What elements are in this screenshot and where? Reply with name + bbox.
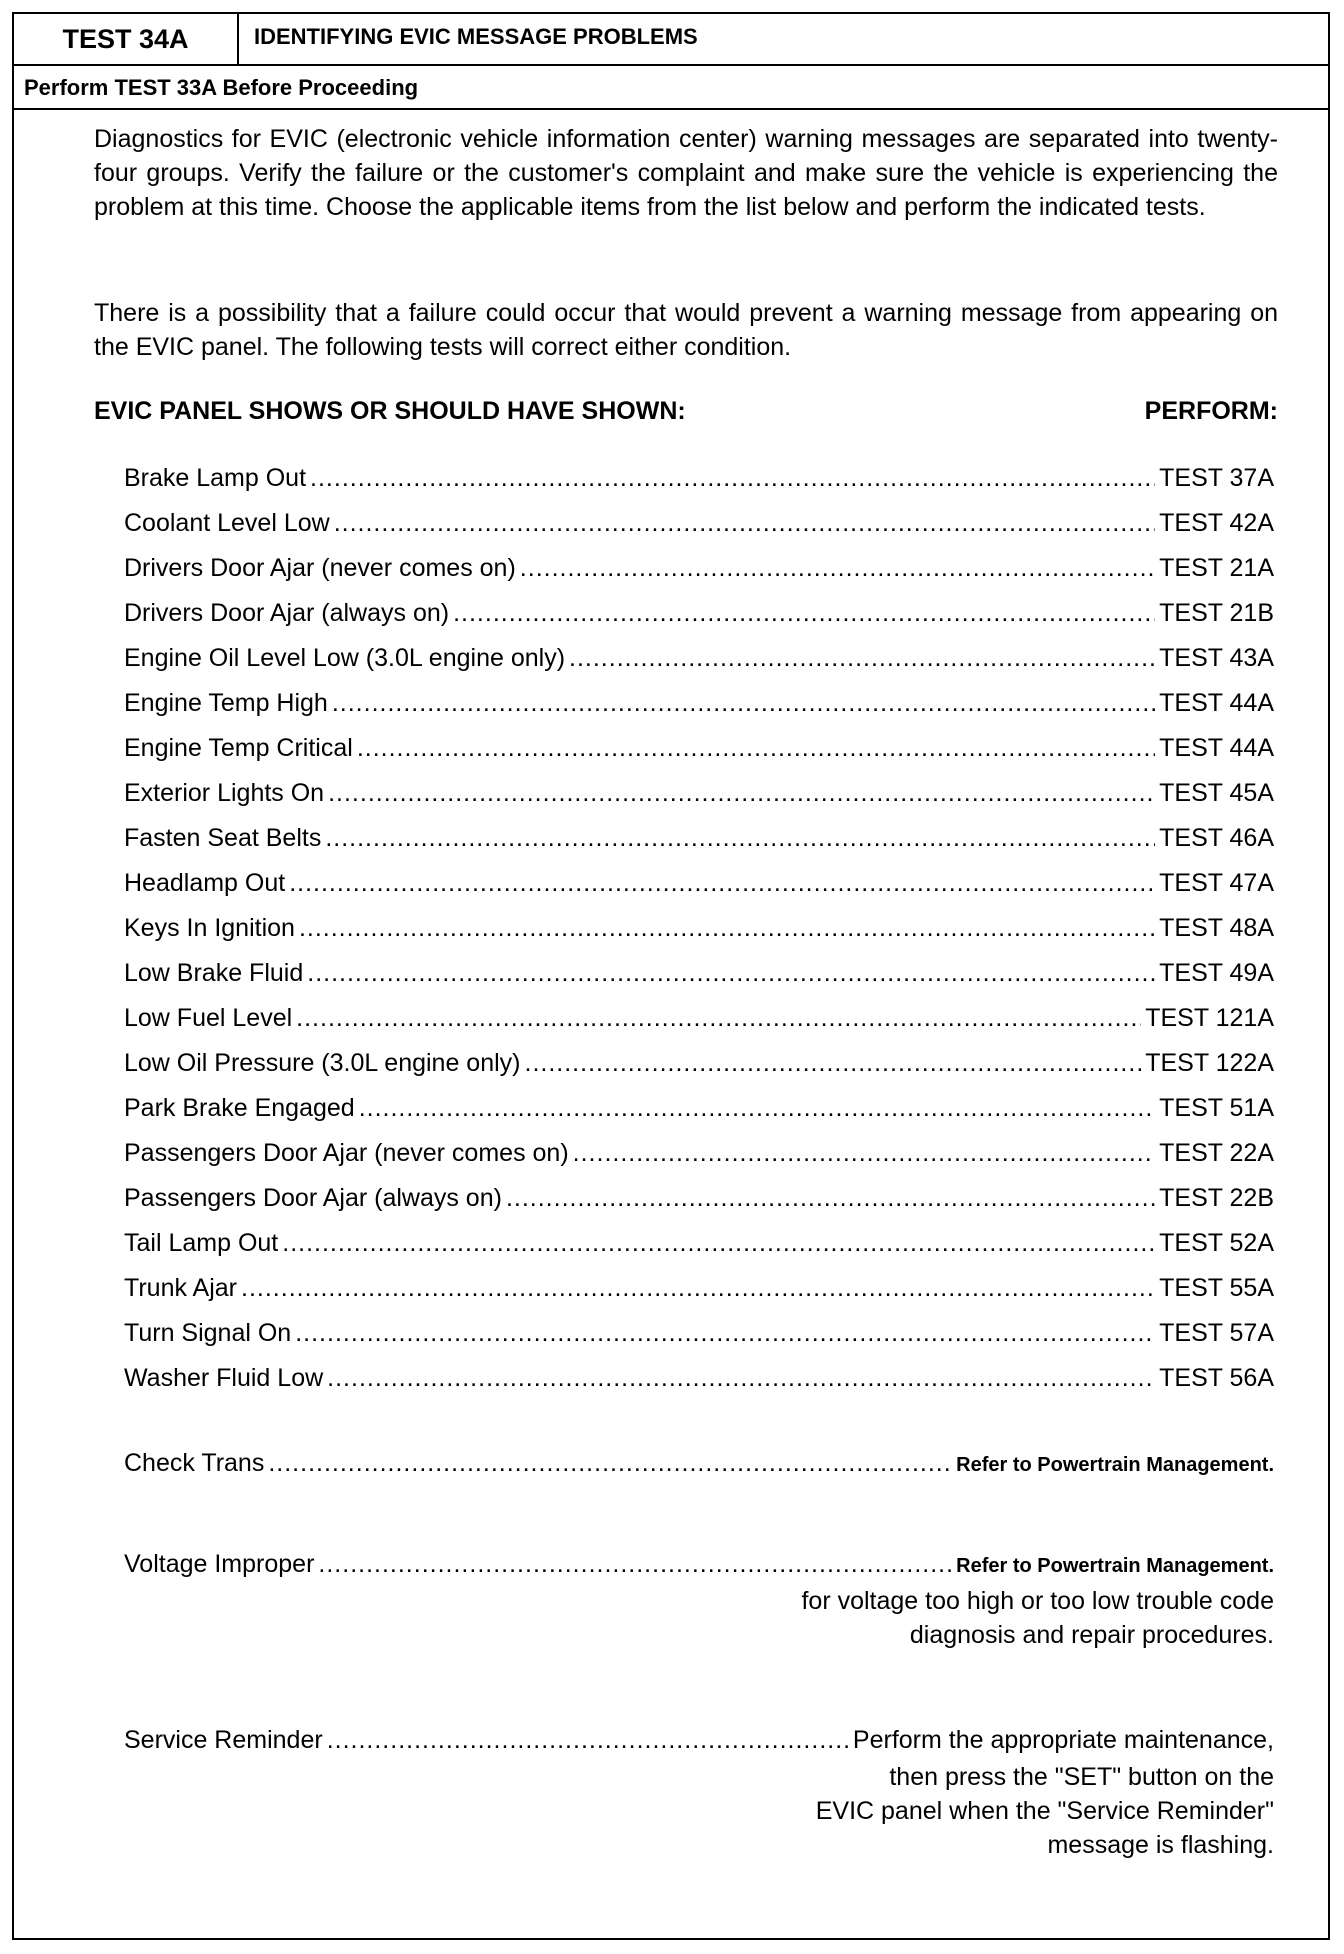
item-test: TEST 122A [1145,1049,1274,1077]
symptom-list [124,464,1274,1409]
service-label: Service Reminder [124,1726,323,1754]
item-label: Coolant Level Low [124,509,330,537]
list-item [124,1229,1274,1274]
item-label: Engine Temp Critical [124,734,353,762]
list-item [124,1319,1274,1364]
voltage-label: Voltage Improper [124,1550,315,1578]
item-test: TEST 45A [1159,779,1274,807]
service-reminder-entry [124,1726,1274,1862]
prerequisite-text: Perform TEST 33A Before Proceeding [24,75,419,100]
item-test: TEST 44A [1159,734,1274,762]
list-item [124,689,1274,734]
list-item [124,824,1274,869]
item-label: Engine Temp High [124,689,328,717]
intro-paragraph-2: There is a possibility that a failure could occur that would prevent a warning message from appearing on the EVIC panel. The following tests will correct either condition. [94,299,1278,361]
list-item [124,914,1274,959]
item-test: TEST 46A [1159,824,1274,852]
test-title: IDENTIFYING EVIC MESSAGE PROBLEMS [254,24,698,49]
prerequisite-row [14,66,1328,110]
list-item [124,599,1274,644]
list-item [124,1094,1274,1139]
service-note-1: then press the "SET" button on the [889,1763,1274,1791]
item-test: TEST 51A [1159,1094,1274,1122]
item-label: Passengers Door Ajar (always on) [124,1184,502,1212]
voltage-action: Refer to Powertrain Management. [956,1555,1274,1577]
voltage-note-1: for voltage too high or too low trouble code [801,1587,1274,1615]
item-test: TEST 57A [1159,1319,1274,1347]
list-item [124,464,1274,509]
list-item [124,1049,1274,1094]
list-item [124,1274,1274,1319]
voltage-note-2: diagnosis and repair procedures. [909,1621,1274,1649]
voltage-entry [124,1550,1274,1652]
item-test: TEST 52A [1159,1229,1274,1257]
item-label: Washer Fluid Low [124,1364,324,1392]
list-item [124,554,1274,599]
item-test: TEST 42A [1159,509,1274,537]
list-item [124,779,1274,824]
service-action: Perform the appropriate maintenance, [852,1726,1274,1754]
item-test: TEST 21B [1159,599,1274,627]
item-label: Turn Signal On [124,1319,292,1347]
item-label: Drivers Door Ajar (always on) [124,599,450,627]
item-label: Exterior Lights On [124,779,325,807]
list-item [124,1364,1274,1409]
item-label: Headlamp Out [124,869,286,897]
item-label: Low Fuel Level [124,1004,293,1032]
item-test: TEST 56A [1159,1364,1274,1392]
header-row [14,14,1328,66]
check-trans-label: Check Trans [124,1449,265,1477]
column-header-perform: PERFORM: [1144,397,1278,425]
item-test: TEST 22B [1159,1184,1274,1212]
item-test: TEST 22A [1159,1139,1274,1167]
list-item [124,1184,1274,1229]
procedure-frame [12,12,1330,1940]
column-header-symptom: EVIC PANEL SHOWS OR SHOULD HAVE SHOWN: [94,397,686,425]
list-item [124,869,1274,914]
list-item [124,734,1274,779]
item-label: Trunk Ajar [124,1274,238,1302]
test-id: TEST 34A [14,14,239,64]
check-trans-action: Refer to Powertrain Management. [956,1454,1274,1476]
service-note-3: message is flashing. [1047,1831,1274,1859]
item-test: TEST 48A [1159,914,1274,942]
item-test: TEST 121A [1145,1004,1274,1032]
item-test: TEST 55A [1159,1274,1274,1302]
check-trans-entry [124,1449,1274,1483]
item-test: TEST 49A [1159,959,1274,987]
intro-paragraph-1: Diagnostics for EVIC (electronic vehicle information center) warning messages are separated into twenty-four groups. Verify the failure or the customer's complaint and make sure the vehicle is experiencing the problem at this time. Choose the applicable items from the list below and perform the indicated tests. [94,125,1278,221]
list-item [124,959,1274,1004]
item-label: Passengers Door Ajar (never comes on) [124,1139,569,1167]
item-label: Drivers Door Ajar (never comes on) [124,554,516,582]
service-note-2: EVIC panel when the "Service Reminder" [815,1797,1274,1825]
item-test: TEST 37A [1159,464,1274,492]
list-item [124,1004,1274,1049]
item-label: Low Oil Pressure (3.0L engine only) [124,1049,521,1077]
item-label: Engine Oil Level Low (3.0L engine only) [124,644,566,672]
item-test: TEST 44A [1159,689,1274,717]
item-label: Brake Lamp Out [124,464,307,492]
list-item [124,1139,1274,1184]
item-label: Park Brake Engaged [124,1094,355,1122]
item-test: TEST 21A [1159,554,1274,582]
list-item [124,644,1274,689]
item-test: TEST 43A [1159,644,1274,672]
item-label: Fasten Seat Belts [124,824,322,852]
item-test: TEST 47A [1159,869,1274,897]
list-item [124,509,1274,554]
item-label: Tail Lamp Out [124,1229,279,1257]
item-label: Low Brake Fluid [124,959,304,987]
item-label: Keys In Ignition [124,914,295,942]
